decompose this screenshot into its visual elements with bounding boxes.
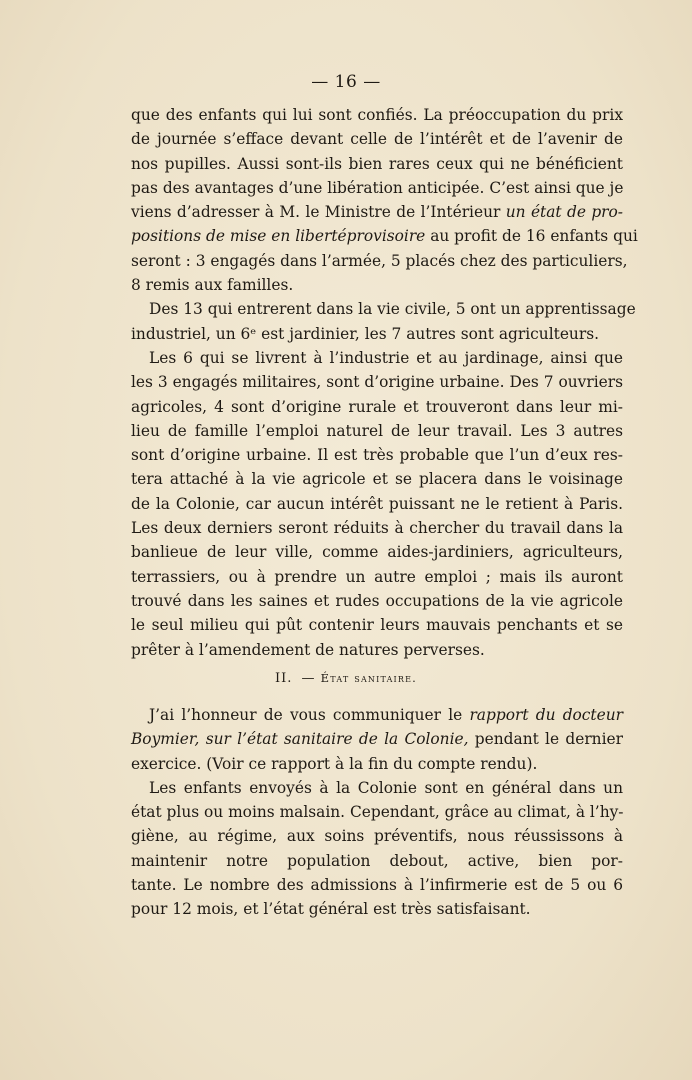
- line-text: lieu de famille l’emploi naturel de leur travail. Les 3 autres: [131, 421, 623, 440]
- text-line: [131, 800, 623, 824]
- line-text: banlieue de leur ville, comme aides-jardiniers, agriculteurs,: [131, 543, 623, 562]
- text-line: [131, 127, 623, 151]
- line-text: sont d’origine urbaine. Il est très probable que l’un d’eux res-: [131, 446, 623, 465]
- line-italic-text: Boymier, sur l’état sanitaire de la Colonie,: [131, 730, 469, 749]
- line-italic-text: rapport du docteur: [469, 706, 623, 724]
- text-line: [131, 824, 623, 848]
- line-text: Les enfants envoyés à la Colonie sont en général dans un: [149, 778, 623, 797]
- text-line: [131, 873, 623, 897]
- paragraph: [131, 346, 623, 662]
- section-2-text: [131, 703, 623, 922]
- text-line: [131, 370, 623, 394]
- line-text: Des 13 qui entrerent dans la vie civile, 5 ont un apprentissage: [149, 300, 636, 319]
- line-text: agricoles, 4 sont d’origine rurale et trouveront dans leur mi-: [131, 397, 623, 416]
- line-text: tante. Le nombre des admissions à l’infirmerie est de 5 ou 6: [131, 876, 623, 895]
- text-line: [131, 565, 623, 589]
- section-heading-title: État sanitaire.: [320, 671, 418, 685]
- line-text: de journée s’efface devant celle de l’intérêt et de l’avenir de: [131, 130, 623, 149]
- line-text: Les 6 qui se livrent à l’industrie et au jardinage, ainsi que: [149, 348, 623, 367]
- line-text: viens d’adresser à M. le Ministre de l’Intérieur: [131, 203, 506, 222]
- line-text: Les deux derniers seront réduits à chercher du travail dans la: [131, 519, 623, 538]
- line-text: industriel, un 6ᵉ est jardinier, les 7 autres sont agriculteurs.: [131, 324, 599, 343]
- text-line: [131, 200, 623, 224]
- text-line: [131, 224, 638, 248]
- text-line: [131, 849, 623, 873]
- text-line: [131, 346, 623, 370]
- text-line: [131, 540, 623, 564]
- line-text: 8 remis aux familles.: [131, 276, 294, 295]
- line-italic-text: un état de pro-: [505, 203, 623, 222]
- paragraph: [131, 103, 638, 297]
- text-line: [131, 273, 623, 297]
- paragraph: [131, 297, 636, 346]
- text-line: [131, 395, 623, 419]
- text-line: [131, 516, 623, 540]
- section-heading-dash: —: [301, 671, 316, 686]
- text-line: [131, 727, 623, 751]
- line-text: le seul milieu qui pût contenir leurs mauvais penchants et se: [131, 616, 623, 635]
- text-line: [131, 249, 628, 273]
- line-italic-text: positions de mise en libertéprovisoire: [131, 227, 426, 246]
- line-text: état plus ou moins malsain. Cependant, grâce au climat, à l’hy-: [131, 803, 624, 822]
- line-text: que des enfants qui lui sont confiés. La préoccupation du prix: [131, 106, 623, 124]
- line-text: pour 12 mois, et l’état général est très satisfaisant.: [131, 900, 531, 919]
- text-line: [131, 897, 623, 921]
- text-line: [131, 297, 636, 321]
- page-number: — 16 —: [311, 72, 381, 92]
- text-line: [131, 638, 623, 662]
- line-text: exercice. (Voir ce rapport à la fin du compte rendu).: [131, 754, 538, 773]
- section-heading: [0, 671, 692, 686]
- text-line: [131, 419, 623, 443]
- line-text: seront : 3 engagés dans l’armée, 5 placés chez des particuliers,: [131, 251, 628, 270]
- line-text: pendant le dernier: [468, 730, 623, 749]
- text-line: [131, 492, 623, 516]
- line-text: les 3 engagés militaires, sont d’origine urbaine. Des 7 ouvriers: [131, 373, 623, 392]
- section-heading-number: II.: [274, 671, 293, 686]
- line-text: terrassiers, ou à prendre un autre emploi ; mais ils auront: [131, 567, 623, 586]
- line-text: giène, au régime, aux soins préventifs, nous réussissons à: [131, 827, 623, 846]
- paragraph: [131, 703, 623, 776]
- text-line: [131, 703, 623, 727]
- line-text: de la Colonie, car aucun intérêt puissant ne le retient à Paris.: [131, 494, 623, 513]
- line-text: pas des avantages d’une libération anticipée. C’est ainsi que je: [131, 178, 624, 197]
- text-line: [131, 103, 623, 127]
- paragraph: [131, 776, 623, 922]
- line-text: prêter à l’amendement de natures perverses.: [131, 640, 485, 659]
- text-line: [131, 613, 623, 637]
- text-line: [131, 752, 623, 776]
- text-line: [131, 152, 623, 176]
- line-text: nos pupilles. Aussi sont-ils bien rares ceux qui ne bénéficient: [131, 154, 623, 173]
- line-text: maintenir notre population debout, active, bien por-: [131, 851, 623, 870]
- line-text: trouvé dans les saines et rudes occupations de la vie agricole: [131, 591, 623, 610]
- section-1-text: [131, 103, 638, 662]
- text-line: [131, 589, 623, 613]
- line-text: J’ai l’honneur de vous communiquer le: [149, 706, 470, 724]
- line-text: tera attaché à la vie agricole et se placera dans le voisinage: [131, 470, 623, 489]
- text-line: [131, 467, 623, 491]
- text-line: [131, 322, 623, 346]
- line-text: au profit de 16 enfants qui: [425, 227, 638, 246]
- text-line: [131, 176, 623, 200]
- text-line: [131, 443, 623, 467]
- text-line: [131, 776, 623, 800]
